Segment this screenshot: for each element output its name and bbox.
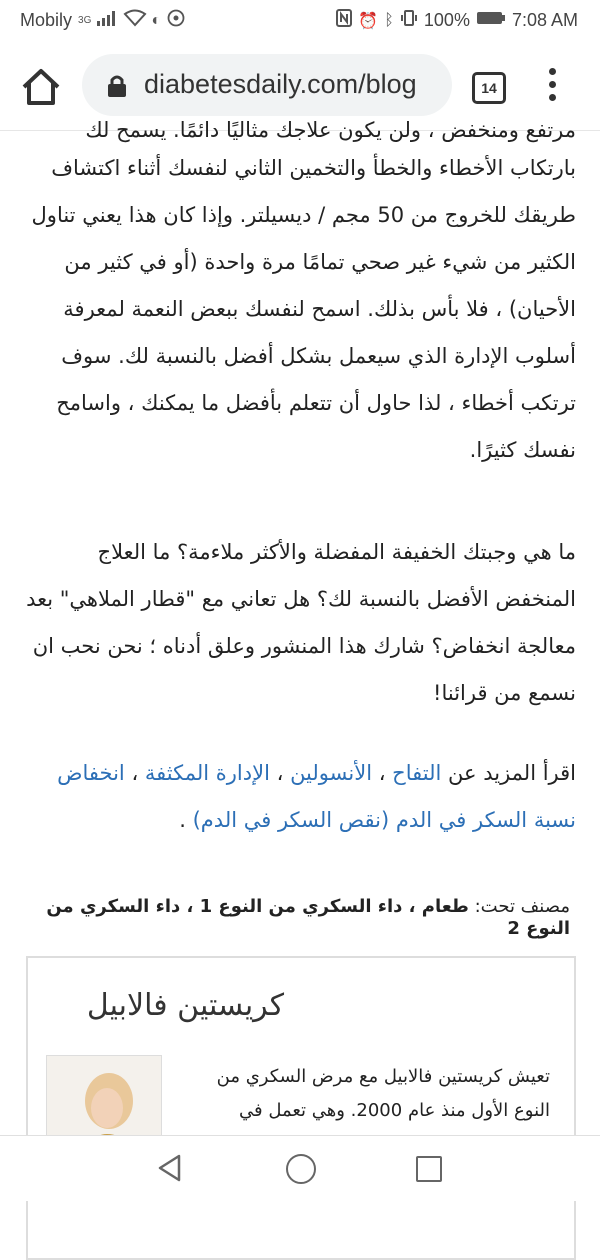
- categories-list[interactable]: طعام ، داء السكري من النوع 1 ، داء السكري من النوع 2: [46, 896, 570, 939]
- nfc-icon: [336, 9, 352, 32]
- categories-line: [25, 896, 570, 940]
- separator: ،: [372, 761, 393, 785]
- article-paragraph: بارتكاب الأخطاء والخطأ والتخمين الثاني لنفسك أثناء اكتشاف طريقك للخروج من 50 مجم / ديسيلتر. وإذا كان هذا يعني تناول الكثير من شيء غير صحي تمامًا مرة واحدة (أو في كثير من الأحيان) ، فلا بأس بذلك. اسمح لنفسك ببعض النعمة لمعرفة أسلوب الإدارة الذي سيعمل بشكل أفضل بالنسبة لك. سوف ترتكب أخطاء ، لذا حاول أن تتعلم بأفضل ما يمكنك ، واسامح نفسك كثيرًا.: [31, 156, 576, 462]
- more-dot-icon: [549, 94, 556, 101]
- status-bar: [0, 0, 600, 40]
- tag-link-intensive-management[interactable]: الإدارة المكثفة: [144, 761, 270, 785]
- page-content: [0, 118, 600, 1135]
- overflow-menu-button[interactable]: [545, 68, 559, 108]
- wifi-icon: [125, 10, 145, 31]
- whatsapp-icon: [167, 9, 185, 32]
- home-nav-icon[interactable]: [286, 1154, 316, 1184]
- home-icon: [20, 68, 62, 106]
- author-box: [26, 956, 576, 1260]
- read-more-prefix: اقرأ المزيد عن: [441, 761, 576, 785]
- bluetooth-icon: ᛒ: [384, 11, 394, 29]
- categories-prefix: مصنف تحت:: [468, 896, 570, 917]
- recent-apps-icon[interactable]: [416, 1156, 442, 1182]
- more-dot-icon: [549, 81, 556, 88]
- carrier-label: Mobily: [20, 10, 73, 30]
- back-icon[interactable]: [157, 1154, 183, 1182]
- article-paragraph: ما هي وجبتك الخفيفة المفضلة والأكثر ملاءمة؟ ما العلاج المنخفض الأفضل بالنسبة لك؟ هل تعاني مع "قطار الملاهي" بعد معالجة انخفاض؟ شارك هذا المنشور وعلق أدناه ؛ نحن نحب ان نسمع من قرائنا!: [26, 540, 576, 705]
- battery-icon: [476, 10, 506, 31]
- signal-icon: [97, 10, 119, 31]
- clock: 7:08 AM: [511, 10, 578, 30]
- author-bio: تعيش كريستين فالابيل مع مرض السكري من النوع الأول منذ عام 2000. وهي تعمل في: [216, 1066, 550, 1121]
- more-dot-icon: [549, 68, 556, 75]
- url-text[interactable]: diabetesdaily.com/blog: [144, 69, 417, 99]
- battery-percent: 100%: [423, 10, 470, 30]
- tag-link-insulin[interactable]: الأنسولين: [290, 761, 373, 785]
- tag-link-apples[interactable]: التفاح: [392, 761, 442, 785]
- home-button[interactable]: [20, 68, 62, 106]
- android-nav-bar: [0, 1135, 600, 1201]
- tab-switcher-button[interactable]: 14: [472, 72, 506, 104]
- read-more-line: [21, 750, 576, 844]
- read-more-suffix: .: [179, 808, 193, 832]
- author-name[interactable]: كريستين فالابيل: [86, 988, 284, 1023]
- tag-link-hypoglycemia[interactable]: انخفاض نسبة السكر في الدم (نقص السكر في الدم): [57, 761, 576, 832]
- mobile-network-icon: 3G: [78, 15, 92, 26]
- alarm-icon: ⏰: [358, 12, 379, 30]
- separator: ،: [124, 761, 145, 785]
- eye-comfort-icon: ◐: [151, 11, 162, 29]
- separator: ،: [269, 761, 291, 785]
- lock-icon: [106, 74, 128, 98]
- article-cut-line: مرتفع ومنخفض ، ولن يكون علاجك مثاليًا دائمًا. يسمح لك: [85, 118, 576, 142]
- vibrate-icon: [400, 9, 418, 32]
